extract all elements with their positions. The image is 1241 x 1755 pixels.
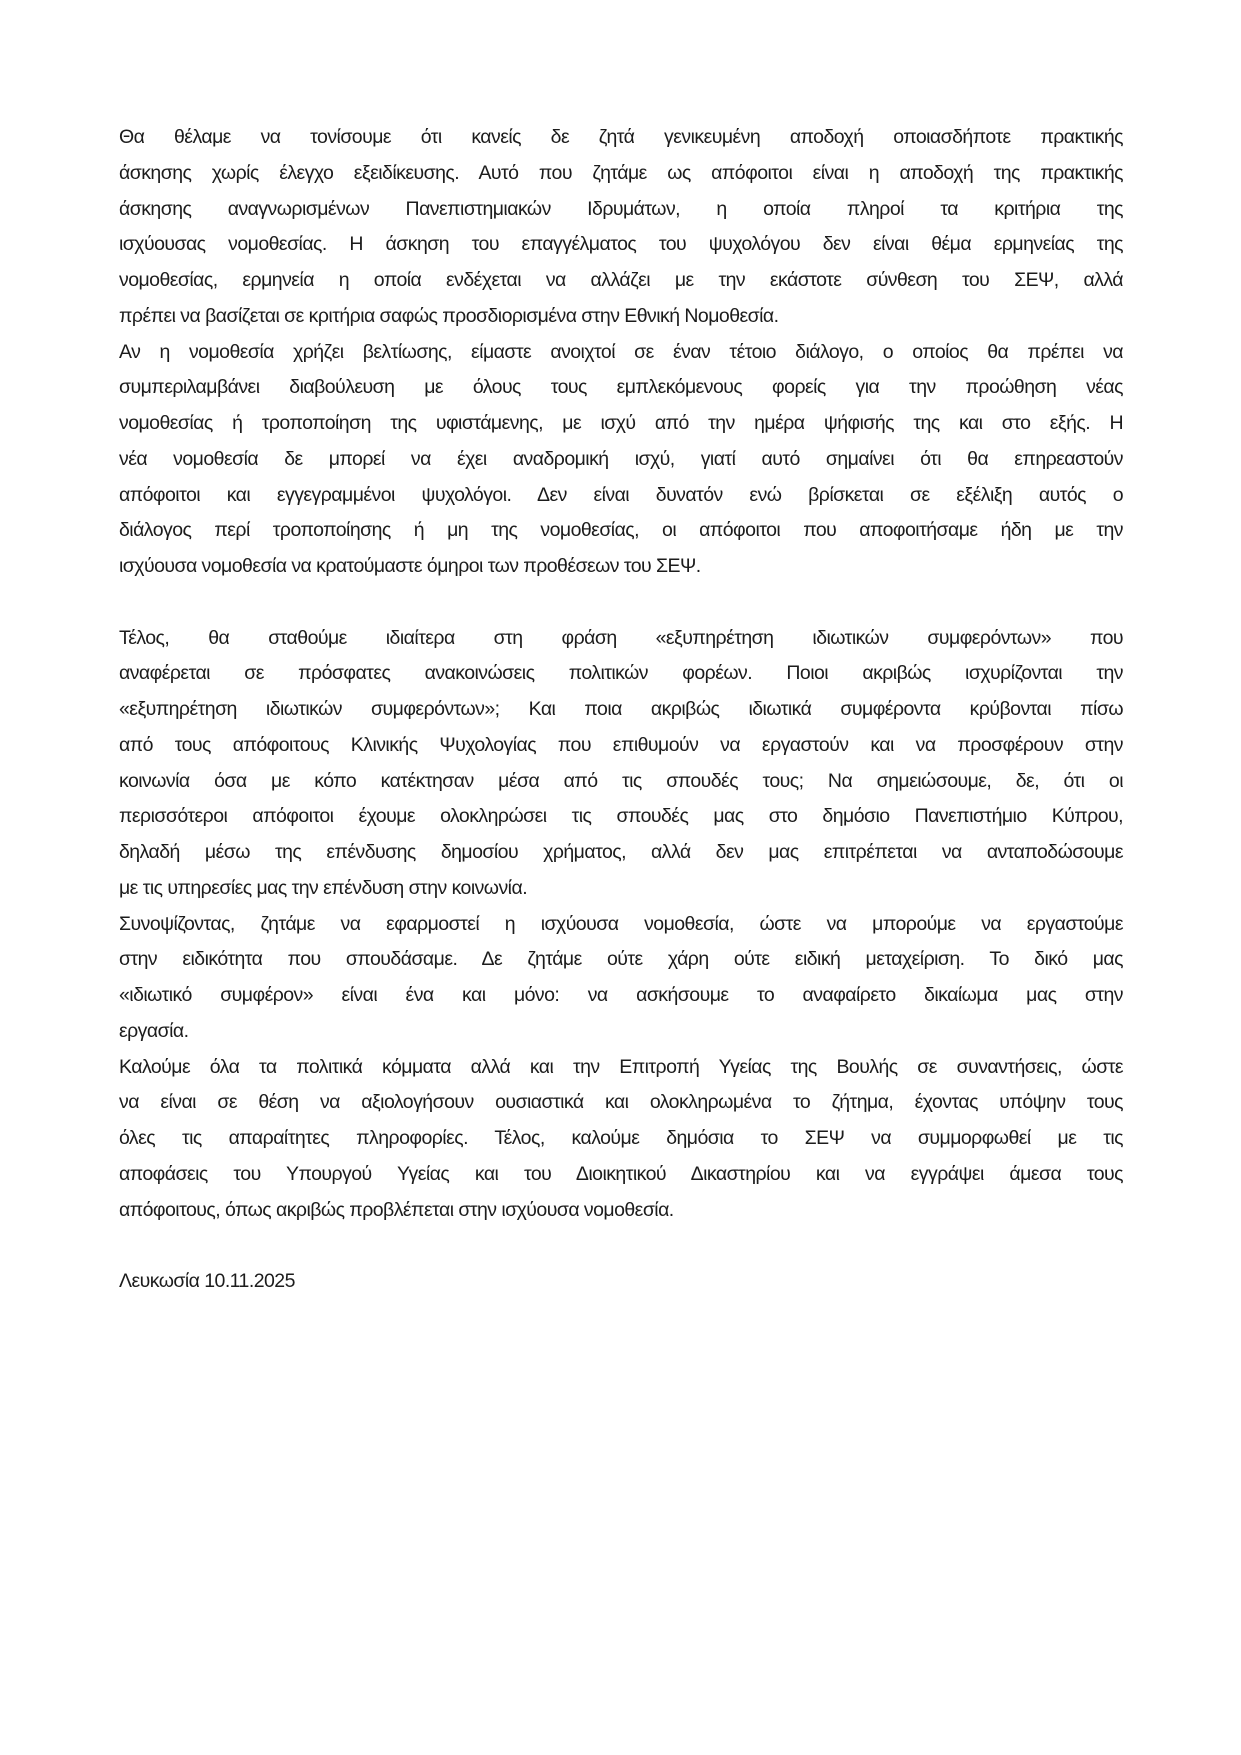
paragraph-call-to-action: [119, 1050, 1123, 1229]
place-date-signature: Λευκωσία 10.11.2025: [119, 1270, 295, 1292]
text-line: πρέπει να βασίζεται σε κριτήρια σαφώς προσδιορισμένα στην Εθνική Νομοθεσία.: [119, 304, 779, 327]
text-line: με τις υπηρεσίες μας την επένδυση στην κοινωνία.: [119, 876, 528, 899]
text-line: περισσότεροι απόφοιτοι έχουμε ολοκληρώσει τις σπουδές μας στο δημόσιο Πανεπιστήμιο Κύπρου,: [119, 805, 1123, 828]
text-line: ισχύουσας νομοθεσίας. Η άσκηση του επαγγέλματος του ψυχολόγου δεν είναι θέμα ερμηνείας της: [119, 233, 1123, 256]
text-line: όλες τις απαραίτητες πληροφορίες. Τέλος, καλούμε δημόσια το ΣΕΨ να συμμορφωθεί με τις: [119, 1127, 1123, 1149]
paragraph-practical-training: [119, 120, 1123, 335]
paragraph-private-interests: [119, 621, 1123, 907]
text-line: απόφοιτους, όπως ακριβώς προβλέπεται στην ισχύουσα νομοθεσία.: [119, 1198, 674, 1221]
paragraph-legislation-dialogue: [119, 335, 1123, 585]
text-line: «ιδιωτικό συμφέρον» είναι ένα και μόνο: να ασκήσουμε το αναφαίρετο δικαίωμα μας στην: [119, 984, 1123, 1006]
text-line: νομοθεσίας ή τροποποίηση της υφιστάμενης, με ισχύ από την ημέρα ψήφισής της και στο εξής. Η: [119, 412, 1123, 434]
text-line: Τέλος, θα σταθούμε ιδιαίτερα στη φράση «εξυπηρέτηση ιδιωτικών συμφερόντων» που: [119, 626, 1123, 649]
text-line: κοινωνία όσα με κόπο κατέκτησαν μέσα από τις σπουδές τους; Να σημειώσουμε, δε, ότι οι: [119, 769, 1123, 792]
document-page: [119, 120, 1123, 1300]
paragraph-gap: [119, 585, 1123, 621]
text-line: άσκησης αναγνωρισμένων Πανεπιστημιακών Ιδρυμάτων, η οποία πληροί τα κριτήρια της: [119, 197, 1123, 220]
text-line: απόφοιτοι και εγγεγραμμένοι ψυχολόγοι. Δεν είναι δυνατόν ενώ βρίσκεται σε εξέλιξη αυτός ο: [119, 483, 1123, 506]
text-line: εργασία.: [119, 1019, 189, 1042]
text-line: αναφέρεται σε πρόσφατες ανακοινώσεις πολιτικών φορέων. Ποιοι ακριβώς ισχυρίζονται την: [119, 662, 1123, 685]
text-line: Αν η νομοθεσία χρήζει βελτίωσης, είμαστε ανοιχτοί σε έναν τέτοιο διάλογο, ο οποίος θα πρέπει να: [119, 340, 1123, 363]
text-line: Συνοψίζοντας, ζητάμε να εφαρμοστεί η ισχύουσα νομοθεσία, ώστε να μπορούμε να εργαστούμε: [119, 912, 1123, 935]
text-line: στην ειδικότητα που σπουδάσαμε. Δε ζητάμε ούτε χάρη ούτε ειδική μεταχείριση. Το δικό μας: [119, 948, 1123, 971]
text-line: Καλούμε όλα τα πολιτικά κόμματα αλλά και την Επιτροπή Υγείας της Βουλής σε συναντήσεις, ώστε: [119, 1055, 1123, 1078]
text-line: αποφάσεις του Υπουργού Υγείας και του Διοικητικού Δικαστηρίου και να εγγράψει άμεσα τους: [119, 1162, 1123, 1185]
text-line: διάλογος περί τροποποίησης ή μη της νομοθεσίας, οι απόφοιτοι που αποφοιτήσαμε ήδη με την: [119, 519, 1123, 542]
text-line: ισχύουσα νομοθεσία να κρατούμαστε όμηροι των προθέσεων του ΣΕΨ.: [119, 555, 701, 577]
text-line: νομοθεσίας, ερμηνεία η οποία ενδέχεται να αλλάζει με την εκάστοτε σύνθεση του ΣΕΨ, αλλά: [119, 269, 1123, 291]
text-line: Θα θέλαμε να τονίσουμε ότι κανείς δε ζητά γενικευμένη αποδοχή οποιασδήποτε πρακτικής: [119, 126, 1123, 148]
text-line: να είναι σε θέση να αξιολογήσουν ουσιαστικά και ολοκληρωμένα το ζήτημα, έχοντας υπόψην τους: [119, 1091, 1123, 1114]
text-line: άσκησης χωρίς έλεγχο εξειδίκευσης. Αυτό που ζητάμε ως απόφοιτοι είναι η αποδοχή της πρακτικής: [119, 161, 1123, 184]
text-line: συμπεριλαμβάνει διαβούλευση με όλους τους εμπλεκόμενους φορείς για την προώθηση νέας: [119, 376, 1123, 399]
text-line: νέα νομοθεσία δε μπορεί να έχει αναδρομική ισχύ, γιατί αυτό σημαίνει ότι θα επηρεαστούν: [119, 447, 1123, 470]
text-line: δηλαδή μέσω της επένδυσης δημοσίου χρήματος, αλλά δεν μας επιτρέπεται να ανταποδώσουμε: [119, 841, 1123, 863]
paragraph-gap: [119, 1228, 1123, 1264]
text-line: «εξυπηρέτηση ιδιωτικών συμφερόντων»; Και ποια ακριβώς ιδιωτικά συμφέροντα κρύβονται πίσω: [119, 698, 1123, 720]
paragraph-summary: [119, 907, 1123, 1050]
text-line: από τους απόφοιτους Κλινικής Ψυχολογίας που επιθυμούν να εργαστούν και να προσφέρουν στην: [119, 733, 1123, 756]
